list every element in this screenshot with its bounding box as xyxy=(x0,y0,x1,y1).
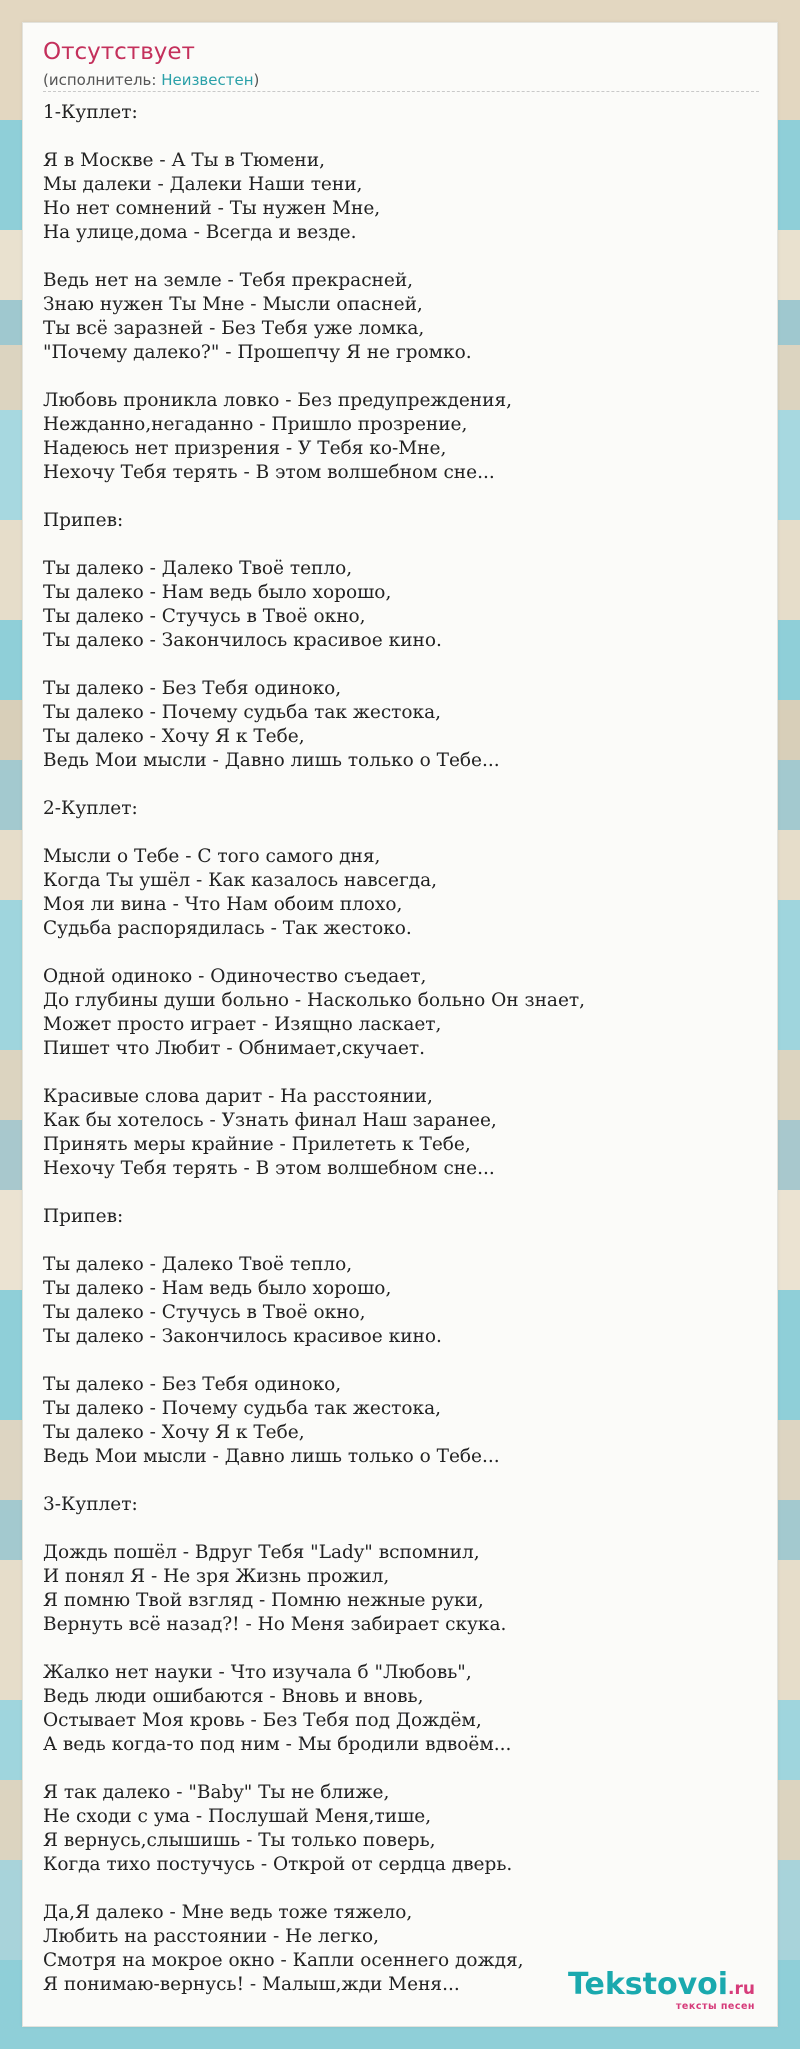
lyric-line xyxy=(43,125,759,149)
lyric-line xyxy=(43,1877,759,1901)
lyric-line: Ты далеко - Без Тебя одиноко, xyxy=(43,678,342,699)
lyric-line xyxy=(43,1229,759,1253)
lyric-line: На улице,дома - Всегда и везде. xyxy=(43,222,357,243)
lyric-line xyxy=(43,1637,759,1661)
lyric-line: Красивые слова дарит - На расстоянии, xyxy=(43,1086,433,1107)
lyric-line: Нехочу Тебя терять - В этом волшебном сне... xyxy=(43,462,495,483)
lyric-line xyxy=(43,773,759,797)
lyric-line: Я помню Твой взгляд - Помню нежные руки, xyxy=(43,1590,484,1611)
lyric-line xyxy=(43,653,759,677)
site-logo[interactable] xyxy=(568,1967,755,2012)
artist-link[interactable]: Неизвестен xyxy=(161,71,254,89)
lyric-line: Ты далеко - Почему судьба так жестока, xyxy=(43,702,442,723)
lyric-line: Нехочу Тебя терять - В этом волшебном сне... xyxy=(43,1158,495,1179)
lyric-line: Не сходи с ума - Послушай Меня,тише, xyxy=(43,1806,432,1827)
lyric-line: Ты далеко - Без Тебя одиноко, xyxy=(43,1374,342,1395)
lyric-line: Ты далеко - Далеко Твоё тепло, xyxy=(43,558,353,579)
lyric-line: Когда тихо постучусь - Открой от сердца дверь. xyxy=(43,1854,513,1875)
lyric-line: Ты далеко - Стучусь в Твоё окно, xyxy=(43,606,366,627)
lyric-line: Ты далеко - Далеко Твоё тепло, xyxy=(43,1254,353,1275)
lyric-line xyxy=(43,1517,759,1541)
lyric-line: Но нет сомнений - Ты нужен Мне, xyxy=(43,198,381,219)
lyric-line: Ты далеко - Хочу Я к Тебе, xyxy=(43,1422,305,1443)
lyric-line xyxy=(43,1469,759,1493)
lyric-line xyxy=(43,1757,759,1781)
lyric-line xyxy=(43,245,759,269)
lyric-line xyxy=(43,941,759,965)
lyric-line: Когда Ты ушёл - Как казалось навсегда, xyxy=(43,870,437,891)
lyric-line xyxy=(43,821,759,845)
lyric-line: Ты далеко - Нам ведь было хорошо, xyxy=(43,1278,392,1299)
lyric-line: 3-Куплет: xyxy=(43,1494,138,1515)
lyric-line: 2-Куплет: xyxy=(43,798,138,819)
artist-line xyxy=(43,71,759,92)
lyric-line: Как бы хотелось - Узнать финал Наш заранее, xyxy=(43,1110,497,1131)
lyric-line: Мы далеки - Далеки Наши тени, xyxy=(43,174,363,195)
lyric-line: Я вернусь,слышишь - Ты только поверь, xyxy=(43,1830,436,1851)
lyric-line: Остывает Моя кровь - Без Тебя под Дождём, xyxy=(43,1710,482,1731)
lyric-line xyxy=(43,533,759,557)
lyric-line: "Почему далеко?" - Прошепчу Я не громко. xyxy=(43,342,472,363)
lyric-line: 1-Куплет: xyxy=(43,102,138,123)
lyric-line xyxy=(43,1181,759,1205)
lyric-line: Любить на расстоянии - Не легко, xyxy=(43,1926,380,1947)
lyric-line: Ведь Мои мысли - Давно лишь только о Тебе... xyxy=(43,750,500,771)
lyric-line: Любовь проникла ловко - Без предупреждения, xyxy=(43,390,513,411)
lyric-line: Вернуть всё назад?! - Но Меня забирает скука. xyxy=(43,1614,507,1635)
lyric-line: Дождь пошёл - Вдруг Тебя "Lady" вспомнил, xyxy=(43,1542,480,1563)
logo-tagline: тексты песен xyxy=(675,2001,755,2012)
lyrics-text xyxy=(43,101,759,1997)
lyric-line: Жалко нет науки - Что изучала б "Любовь", xyxy=(43,1662,472,1683)
lyric-line: До глубины души больно - Насколько больно Он знает, xyxy=(43,990,586,1011)
lyric-line: Нежданно,негаданно - Пришло прозрение, xyxy=(43,414,468,435)
lyric-line: Пишет что Любит - Обнимает,скучает. xyxy=(43,1038,426,1059)
lyric-line: А ведь когда-то под ним - Мы бродили вдвоём... xyxy=(43,1734,512,1755)
lyric-line: Ты далеко - Стучусь в Твоё окно, xyxy=(43,1302,366,1323)
lyric-line: Одной одиноко - Одиночество съедает, xyxy=(43,966,427,987)
lyric-line xyxy=(43,1061,759,1085)
lyric-line: Припев: xyxy=(43,1206,124,1227)
logo-name: Tekstovoi xyxy=(568,1967,729,2002)
lyric-line: Ведь Мои мысли - Давно лишь только о Тебе... xyxy=(43,1446,500,1467)
lyric-line: Ты далеко - Закончилось красивое кино. xyxy=(43,630,442,651)
lyric-line: Ведь люди ошибаются - Вновь и вновь, xyxy=(43,1686,424,1707)
lyric-line: Да,Я далеко - Мне ведь тоже тяжело, xyxy=(43,1902,413,1923)
lyric-line: Я понимаю-вернусь! - Малыш,жди Меня... xyxy=(43,1974,460,1995)
lyric-line: Принять меры крайние - Прилететь к Тебе, xyxy=(43,1134,471,1155)
lyric-line: Ведь нет на земле - Тебя прекрасней, xyxy=(43,270,414,291)
lyric-line: Припев: xyxy=(43,510,124,531)
lyric-line: Судьба распорядилась - Так жестоко. xyxy=(43,918,412,939)
lyric-line xyxy=(43,1349,759,1373)
lyric-line: Я так далеко - "Baby" Ты не ближе, xyxy=(43,1782,390,1803)
song-title: Отсутствует xyxy=(43,39,195,65)
lyric-line: Мысли о Тебе - С того самого дня, xyxy=(43,846,381,867)
lyric-line: Смотря на мокрое окно - Капли осеннего дождя, xyxy=(43,1950,524,1971)
lyric-line: Может просто играет - Изящно ласкает, xyxy=(43,1014,442,1035)
lyric-line: Ты далеко - Хочу Я к Тебе, xyxy=(43,726,305,747)
lyric-line: Знаю нужен Ты Мне - Мысли опасней, xyxy=(43,294,423,315)
lyric-line: Ты далеко - Закончилось красивое кино. xyxy=(43,1326,442,1347)
lyric-line xyxy=(43,365,759,389)
lyric-line: Ты далеко - Нам ведь было хорошо, xyxy=(43,582,392,603)
lyric-line: Ты всё заразней - Без Тебя уже ломка, xyxy=(43,318,425,339)
logo-tld: .ru xyxy=(728,1979,755,1999)
lyric-line: Я в Москве - А Ты в Тюмени, xyxy=(43,150,325,171)
lyric-line: И понял Я - Не зря Жизнь прожил, xyxy=(43,1566,390,1587)
lyric-line: Моя ли вина - Что Нам обоим плохо, xyxy=(43,894,403,915)
lyric-line: Ты далеко - Почему судьба так жестока, xyxy=(43,1398,442,1419)
artist-suffix: ) xyxy=(253,71,260,89)
lyric-line: Надеюсь нет призрения - У Тебя ко-Мне, xyxy=(43,438,447,459)
lyrics-card xyxy=(22,22,778,2027)
lyric-line xyxy=(43,485,759,509)
artist-prefix: (исполнитель: xyxy=(43,71,162,89)
